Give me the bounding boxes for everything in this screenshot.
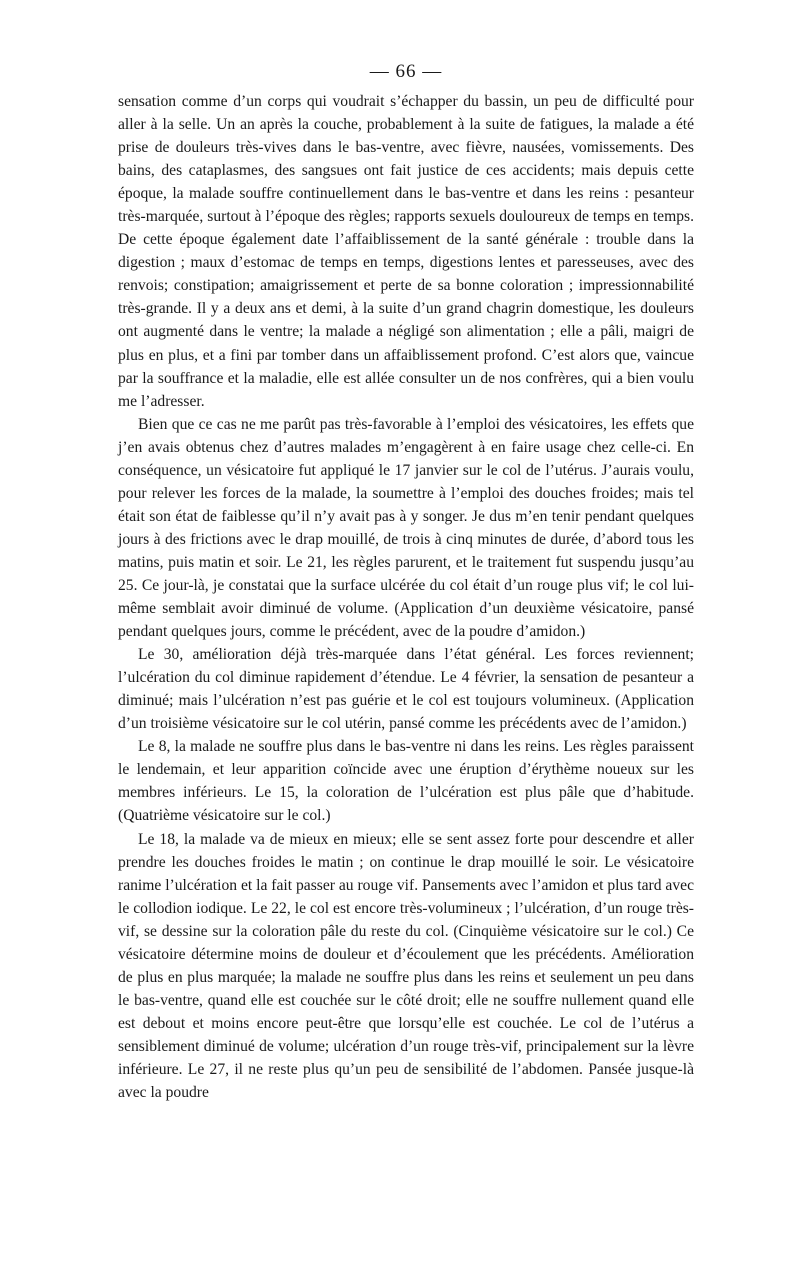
page-number: — 66 — [369,61,443,82]
body-text [118,90,694,1104]
paragraph: Le 30, amélioration déjà très-marquée dans l’état général. Les forces reviennent; l’ulcération du col diminue rapidement d’étendue. Le 4 février, la sensation de pesanteur a diminué; mais l’ulcération n’est pas guérie et le col est toujours volumineux. (Application d’un troisième vésicatoire sur le col utérin, pansé comme les précédents avec de l’amidon.) [118,646,694,733]
paragraph: Le 18, la malade va de mieux en mieux; elle se sent assez forte pour descendre et aller prendre les douches froides le matin ; on continue le drap mouillé le soir. Le vésicatoire ranime l’ulcération et la fait passer au rouge vif. Pansements avec l’amidon et plus tard avec le collodion iodique. Le 22, le col est encore très-volumineux ; l’ulcération, d’un rouge très-vif, se dessine sur la coloration pâle du reste du col. (Cinquième vésicatoire sur le col.) Ce vésicatoire détermine moins de douleur et d’écoulement que les précédents. Amélioration de plus en plus marquée; la malade ne souffre plus dans les reins et seulement un peu dans le bas-ventre, quand elle est couchée sur le côté droit; elle ne souffre nullement quand elle est debout et moins encore peut-être que lorsqu’elle est couchée. Le col de l’utérus a sensiblement diminué de volume; ulcération d’un rouge très-vif, principalement sur la lèvre inférieure. Le 27, il ne reste plus qu’un peu de sensibilité de l’abdomen. Pansée jusque-là avec la poudre [118,830,694,1102]
paragraph: sensation comme d’un corps qui voudrait s’échapper du bassin, un peu de difficulté pour aller à la selle. Un an après la couche, probablement à la suite de fatigues, la malade a été prise de douleurs très-vives dans le bas-ventre, avec fièvre, nausées, vomissements. Des bains, des cataplasmes, des sangsues ont fait justice de ces accidents; mais depuis cette époque, la malade souffre continuellement dans le bas-ventre et dans les reins : pesanteur très-marquée, surtout à l’époque des règles; rapports sexuels douloureux de temps en temps. De cette époque également date l’affaiblissement de la santé générale : trouble dans la digestion ; maux d’estomac de temps en temps, digestions lentes et paresseuses, avec des renvois; constipation; amaigrissement et perte de sa bonne coloration ; impressionnabilité très-grande. Il y a deux ans et demi, à la suite d’un grand chagrin domestique, les douleurs ont augmenté dans le ventre; la malade a négligé son alimentation ; elle a pâli, maigri de plus en plus, et a fini par tomber dans un affaiblissement profond. C’est alors que, vaincue par la souffrance et la maladie, elle est allée consulter un de nos confrères, qui a bien voulu me l’adresser. [118,93,694,410]
paragraph: Bien que ce cas ne me parût pas très-favorable à l’emploi des vésicatoires, les effets que j’en avais obtenus chez d’autres malades m’engagèrent à en faire usage chez celle-ci. En conséquence, un vésicatoire fut appliqué le 17 janvier sur le col de l’utérus. J’aurais voulu, pour relever les forces de la malade, la soumettre à l’emploi des douches froides; mais tel était son état de faiblesse qu’il n’y avait pas à y songer. Je dus m’en tenir pendant quelques jours à des frictions avec le drap mouillé, de trois à cinq minutes de durée, d’abord tous les matins, puis matin et soir. Le 21, les règles parurent, et le traitement fut suspendu jusqu’au 25. Ce jour-là, je constatai que la surface ulcérée du col était d’un rouge plus vif; le col lui-même semblait avoir diminué de volume. (Application d’un deuxième vésicatoire, pansé pendant quelques jours, comme le précédent, avec de la poudre d’amidon.) [118,415,694,641]
document-page [118,58,694,1104]
paragraph: Le 8, la malade ne souffre plus dans le bas-ventre ni dans les reins. Les règles paraissent le lendemain, et leur apparition coïncide avec une éruption d’érythème noueux sur les membres inférieurs. Le 15, la coloration de l’ulcération est plus pâle que d’habitude. (Quatrième vésicatoire sur le col.) [118,738,694,825]
